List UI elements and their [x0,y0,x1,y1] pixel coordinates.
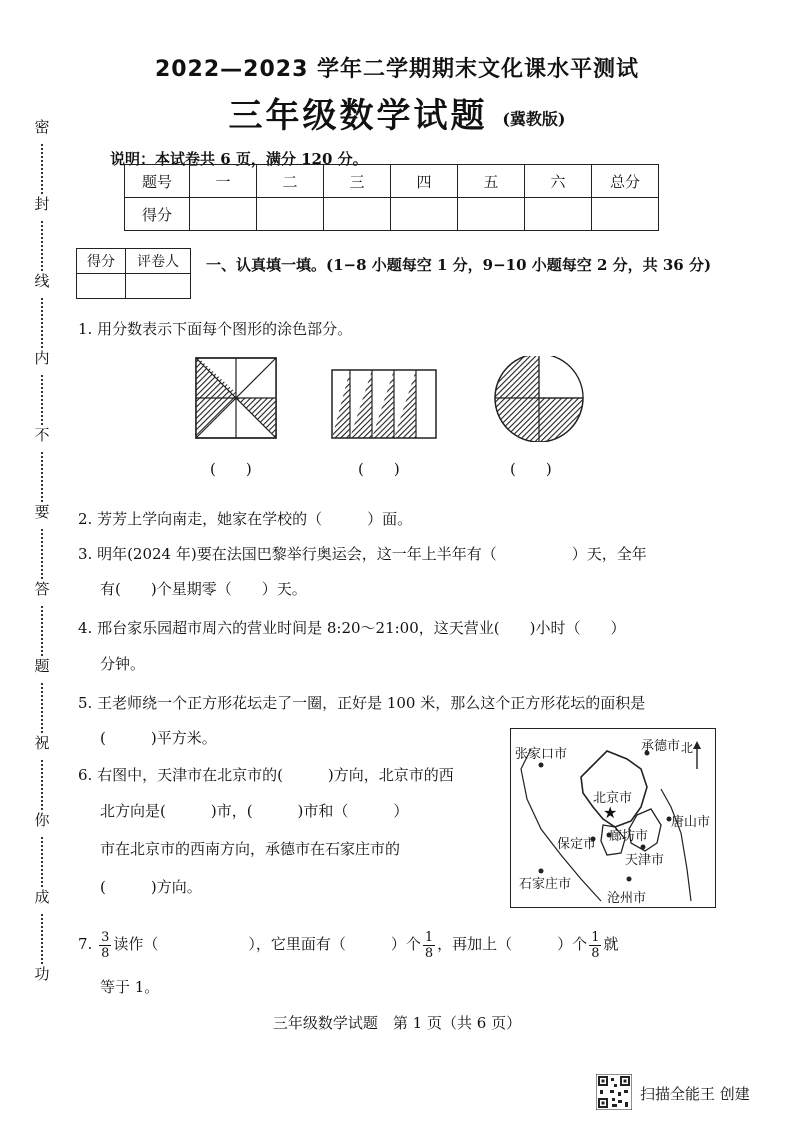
map-label-beijing: 北京市 [593,791,633,806]
edition-label: (冀教版) [502,109,566,129]
score-header-cell: 三 [324,165,391,198]
score-header-cell: 总分 [592,165,659,198]
side-char: 成 [34,888,50,906]
question-7-line1: 7. $\frac{3}{8}$ 读作（ ），它里面有（ ）个 $\frac{1}{8}$ ，再加上（ ）个 $\frac{1}{8}$ 就 [78,929,619,961]
side-char: 内 [34,349,50,367]
question-6-line3: 市在北京市的西南方向，承德市在石家庄市的 [100,840,401,858]
score-cell [458,198,525,231]
score-cell [391,198,458,231]
map-label-tangshan: 唐山市 [671,815,711,830]
side-char: 要 [34,503,50,521]
question-6-line4: ( )方向。 [100,878,202,896]
fraction-one-eighth: $\frac{1}{8}$ [424,929,434,961]
side-char: 答 [34,580,50,598]
figure-square-triangles [196,356,276,438]
grader-score-label: 得分 [77,249,126,274]
page-title [0,88,794,137]
grader-table [76,248,191,299]
figure-rectangle-strips [332,370,436,438]
qr-code-icon [596,1074,632,1110]
exam-title: 三年级数学试题 [228,96,488,136]
grader-name-label: 评卷人 [126,249,191,274]
map-label-chengde: 承德市 [641,739,681,754]
side-char: 不 [34,426,50,444]
side-char: 你 [34,811,50,829]
score-header-cell: 一 [190,165,257,198]
grader-score-cell [77,274,126,299]
score-cell [592,198,659,231]
region-map [510,728,716,908]
section-heading: 一、认真填一填。(1−8 小题每空 1 分，9−10 小题每空 2 分，共 36 分) [206,256,712,274]
question-3-line1: 3. 明年(2024 年)要在法国巴黎举行奥运会，这一年上半年有（ ）天，全年 [78,545,647,563]
score-header-cell: 四 [391,165,458,198]
grader-name-cell [126,274,191,299]
q1-answer-blank[interactable]: ( ) [358,460,400,478]
score-row-label: 得分 [125,198,190,231]
question-5-line1: 5. 王老师绕一个正方形花坛走了一圈，正好是 100 米，那么这个正方形花坛的面积是 [78,694,646,712]
side-char: 密 [34,118,50,136]
map-label-langfang: 廊坊市 [609,829,649,844]
side-char: 祝 [34,734,50,752]
map-label-tianjin: 天津市 [625,853,665,868]
side-char: 线 [34,272,50,290]
instructions-note: 说明：本试卷共 6 页，满分 120 分。 [110,150,368,168]
map-label-shijiazhuang: 石家庄市 [519,877,572,892]
q1-answer-blank[interactable]: ( ) [510,460,552,478]
score-table-score-row [125,198,659,231]
question-6-line2: 北方向是( )市，( )市和（ ） [100,802,409,820]
score-header-cell: 题号 [125,165,190,198]
q1-answer-blank[interactable]: ( ) [210,460,252,478]
score-cell [525,198,592,231]
fraction-three-eighths: $\frac{3}{8}$ [101,929,110,961]
binding-line-text [30,120,54,988]
question-4-line2: 分钟。 [100,655,146,673]
capital-star-icon: ★ [603,803,618,822]
score-table-header-row [125,165,659,198]
question-5-line2: ( )平方米。 [100,729,217,747]
map-label-cangzhou: 沧州市 [607,891,647,906]
score-table [124,164,659,231]
scanner-watermark: 扫描全能王 创建 [640,1085,750,1103]
question-4-line1: 4. 邢台家乐园超市周六的营业时间是 8:20～21:00，这天营业( )小时（ ） [78,619,626,637]
side-char: 封 [34,195,50,213]
score-cell [257,198,324,231]
question-1: 1. 用分数表示下面每个图形的涂色部分。 [78,320,353,338]
fraction-figures [190,356,590,442]
north-label: 北 [681,741,694,755]
exam-period-title: 2022—2023 学年二学期期末文化课水平测试 [154,57,640,82]
map-label-zhangjiakou: 张家口市 [515,747,568,762]
question-3-line2: 有( )个星期零（ ）天。 [100,580,307,598]
page-footer: 三年级数学试题 第 1 页（共 6 页） [272,1014,522,1032]
score-header-cell: 六 [525,165,592,198]
question-6-line1: 6. 右图中，天津市在北京市的( )方向，北京市的西 [78,766,454,784]
question-7-line2: 等于 1。 [100,978,160,996]
side-char: 题 [34,657,50,675]
fraction-one-eighth: $\frac{1}{8}$ [591,929,600,961]
score-cell [324,198,391,231]
score-header-cell: 五 [458,165,525,198]
score-header-cell: 二 [257,165,324,198]
score-cell [190,198,257,231]
figure-circle-quarters [495,356,583,442]
map-label-baoding: 保定市 [557,837,597,852]
side-char: 功 [34,965,50,983]
question-2: 2. 芳芳上学向南走，她家在学校的（ ）面。 [78,510,413,528]
